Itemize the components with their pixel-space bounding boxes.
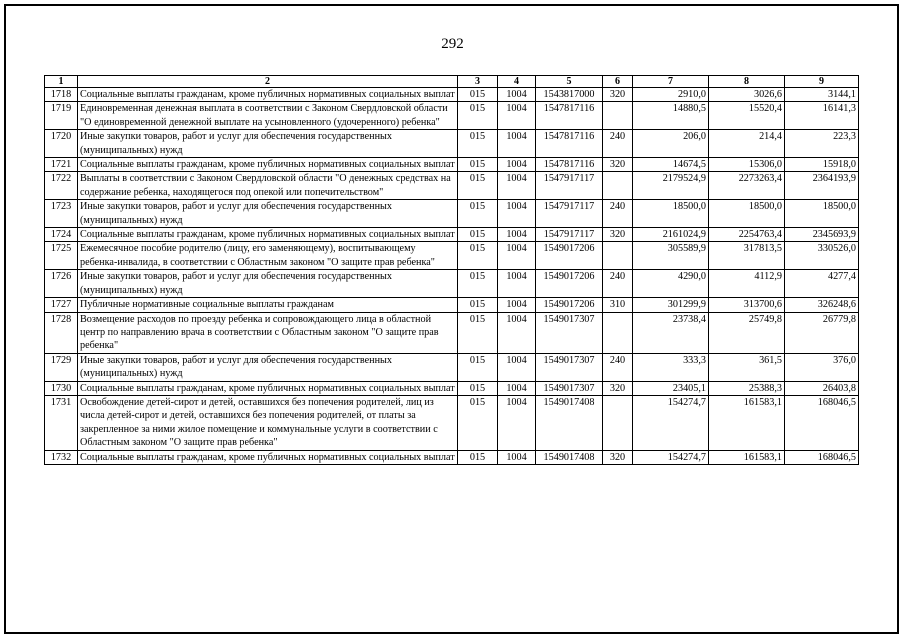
amount-9-cell: 16141,3 [785,102,859,130]
row-number-cell: 1722 [45,172,78,200]
amount-9-cell: 2364193,9 [785,172,859,200]
row-number-cell: 1720 [45,130,78,158]
code-5-cell: 1547817116 [536,102,603,130]
table-row [45,158,859,172]
code-3-cell: 015 [458,270,498,298]
code-6-cell: 320 [603,88,633,102]
description-cell: Возмещение расходов по проезду ребенка и сопровождающего лица в областной центр по направлению врача в соответствии с Областным законом "О защите прав ребенка" [78,312,458,353]
table-row [45,395,859,450]
code-4-cell: 1004 [498,102,536,130]
amount-7-cell: 18500,0 [633,200,709,228]
description-cell: Социальные выплаты гражданам, кроме публичных нормативных социальных выплат [78,158,458,172]
amount-8-cell: 25749,8 [709,312,785,353]
amount-8-cell: 361,5 [709,353,785,381]
code-4-cell: 1004 [498,381,536,395]
code-6-cell: 320 [603,158,633,172]
amount-8-cell: 214,4 [709,130,785,158]
amount-7-cell: 14880,5 [633,102,709,130]
description-cell: Социальные выплаты гражданам, кроме публичных нормативных социальных выплат [78,228,458,242]
amount-9-cell: 3144,1 [785,88,859,102]
code-6-cell [603,312,633,353]
code-3-cell: 015 [458,450,498,464]
amount-7-cell: 23738,4 [633,312,709,353]
table-row [45,200,859,228]
row-number-cell: 1727 [45,298,78,312]
description-cell: Ежемесячное пособие родителю (лицу, его заменяющему), воспитывающему ребенка-инвалида, в соответствии с Областным законом "О защите прав ребенка" [78,242,458,270]
code-5-cell: 1549017206 [536,242,603,270]
code-4-cell: 1004 [498,88,536,102]
code-6-cell [603,102,633,130]
amount-8-cell: 317813,5 [709,242,785,270]
description-cell: Социальные выплаты гражданам, кроме публичных нормативных социальных выплат [78,450,458,464]
code-4-cell: 1004 [498,353,536,381]
code-3-cell: 015 [458,102,498,130]
header-cell: 6 [603,76,633,88]
row-number-cell: 1728 [45,312,78,353]
table-row [45,172,859,200]
description-cell: Иные закупки товаров, работ и услуг для обеспечения государственных (муниципальных) нужд [78,200,458,228]
amount-7-cell: 2910,0 [633,88,709,102]
description-cell: Освобождение детей-сирот и детей, оставшихся без попечения родителей, лиц из числа детей-сирот и детей, оставшихся без попечения родителей, от платы за закрепленное за ними жилое помещение и коммунальные услуги в соответствии с Областным законом "О защите прав ребенка" [78,395,458,450]
amount-8-cell: 15520,4 [709,102,785,130]
code-6-cell: 320 [603,381,633,395]
table-row [45,381,859,395]
code-4-cell: 1004 [498,200,536,228]
table-row [45,312,859,353]
description-cell: Иные закупки товаров, работ и услуг для обеспечения государственных (муниципальных) нужд [78,270,458,298]
amount-7-cell: 2179524,9 [633,172,709,200]
code-3-cell: 015 [458,158,498,172]
header-cell: 8 [709,76,785,88]
code-3-cell: 015 [458,242,498,270]
code-5-cell: 1549017307 [536,312,603,353]
amount-7-cell: 154274,7 [633,395,709,450]
amount-7-cell: 206,0 [633,130,709,158]
table-row [45,270,859,298]
code-6-cell: 320 [603,228,633,242]
description-cell: Иные закупки товаров, работ и услуг для обеспечения государственных (муниципальных) нужд [78,130,458,158]
amount-9-cell: 168046,5 [785,395,859,450]
code-5-cell: 1549017408 [536,450,603,464]
amount-9-cell: 330526,0 [785,242,859,270]
code-6-cell: 320 [603,450,633,464]
amount-7-cell: 301299,9 [633,298,709,312]
code-6-cell [603,242,633,270]
table-row [45,353,859,381]
amount-7-cell: 4290,0 [633,270,709,298]
amount-9-cell: 26403,8 [785,381,859,395]
code-3-cell: 015 [458,172,498,200]
code-3-cell: 015 [458,353,498,381]
header-cell: 2 [78,76,458,88]
code-6-cell: 310 [603,298,633,312]
amount-7-cell: 333,3 [633,353,709,381]
description-cell: Выплаты в соответствии с Законом Свердловской области "О денежных средствах на содержание ребенка, находящегося под опекой или попечительством" [78,172,458,200]
amount-8-cell: 161583,1 [709,450,785,464]
code-4-cell: 1004 [498,130,536,158]
amount-8-cell: 161583,1 [709,395,785,450]
header-cell: 1 [45,76,78,88]
amount-9-cell: 168046,5 [785,450,859,464]
row-number-cell: 1729 [45,353,78,381]
table-row [45,102,859,130]
table-row [45,88,859,102]
amount-9-cell: 326248,6 [785,298,859,312]
header-cell: 4 [498,76,536,88]
amount-8-cell: 2273263,4 [709,172,785,200]
code-4-cell: 1004 [498,172,536,200]
code-5-cell: 1547817116 [536,130,603,158]
row-number-cell: 1731 [45,395,78,450]
row-number-cell: 1730 [45,381,78,395]
code-6-cell: 240 [603,270,633,298]
page-number: 292 [441,36,464,52]
row-number-cell: 1721 [45,158,78,172]
code-4-cell: 1004 [498,228,536,242]
amount-8-cell: 3026,6 [709,88,785,102]
row-number-cell: 1726 [45,270,78,298]
code-6-cell: 240 [603,200,633,228]
code-3-cell: 015 [458,381,498,395]
table-row [45,298,859,312]
description-cell: Публичные нормативные социальные выплаты гражданам [78,298,458,312]
table-body [45,88,859,465]
code-6-cell: 240 [603,353,633,381]
description-cell: Социальные выплаты гражданам, кроме публичных нормативных социальных выплат [78,381,458,395]
code-5-cell: 1547917117 [536,172,603,200]
amount-9-cell: 15918,0 [785,158,859,172]
amount-8-cell: 18500,0 [709,200,785,228]
amount-9-cell: 223,3 [785,130,859,158]
amount-7-cell: 2161024,9 [633,228,709,242]
code-3-cell: 015 [458,395,498,450]
row-number-cell: 1719 [45,102,78,130]
code-5-cell: 1547817116 [536,158,603,172]
code-3-cell: 015 [458,200,498,228]
code-5-cell: 1543817000 [536,88,603,102]
table-row [45,130,859,158]
code-5-cell: 1549017408 [536,395,603,450]
row-number-cell: 1725 [45,242,78,270]
description-cell: Единовременная денежная выплата в соответствии с Законом Свердловской области "О единовременной денежной выплате на усыновленного (удочеренного) ребенка" [78,102,458,130]
amount-7-cell: 14674,5 [633,158,709,172]
header-row [45,76,859,88]
amount-8-cell: 2254763,4 [709,228,785,242]
amount-9-cell: 26779,8 [785,312,859,353]
code-3-cell: 015 [458,312,498,353]
code-5-cell: 1549017206 [536,298,603,312]
amount-8-cell: 15306,0 [709,158,785,172]
header-cell: 7 [633,76,709,88]
code-4-cell: 1004 [498,298,536,312]
code-5-cell: 1547917117 [536,200,603,228]
row-number-cell: 1724 [45,228,78,242]
code-6-cell [603,172,633,200]
code-3-cell: 015 [458,228,498,242]
amount-8-cell: 25388,3 [709,381,785,395]
amount-8-cell: 4112,9 [709,270,785,298]
code-3-cell: 015 [458,298,498,312]
code-5-cell: 1549017307 [536,353,603,381]
code-4-cell: 1004 [498,242,536,270]
table-row [45,450,859,464]
row-number-cell: 1723 [45,200,78,228]
description-cell: Иные закупки товаров, работ и услуг для обеспечения государственных (муниципальных) нужд [78,353,458,381]
header-cell: 3 [458,76,498,88]
code-3-cell: 015 [458,130,498,158]
code-3-cell: 015 [458,88,498,102]
table-row [45,228,859,242]
code-5-cell: 1549017307 [536,381,603,395]
budget-table [44,75,859,465]
row-number-cell: 1718 [45,88,78,102]
code-4-cell: 1004 [498,158,536,172]
code-4-cell: 1004 [498,312,536,353]
code-5-cell: 1547917117 [536,228,603,242]
code-6-cell [603,395,633,450]
code-4-cell: 1004 [498,395,536,450]
description-cell: Социальные выплаты гражданам, кроме публичных нормативных социальных выплат [78,88,458,102]
row-number-cell: 1732 [45,450,78,464]
amount-9-cell: 376,0 [785,353,859,381]
header-cell: 9 [785,76,859,88]
code-4-cell: 1004 [498,450,536,464]
amount-9-cell: 4277,4 [785,270,859,298]
amount-7-cell: 23405,1 [633,381,709,395]
header-cell: 5 [536,76,603,88]
amount-9-cell: 18500,0 [785,200,859,228]
amount-8-cell: 313700,6 [709,298,785,312]
code-6-cell: 240 [603,130,633,158]
amount-9-cell: 2345693,9 [785,228,859,242]
amount-7-cell: 154274,7 [633,450,709,464]
code-4-cell: 1004 [498,270,536,298]
code-5-cell: 1549017206 [536,270,603,298]
table-row [45,242,859,270]
amount-7-cell: 305589,9 [633,242,709,270]
